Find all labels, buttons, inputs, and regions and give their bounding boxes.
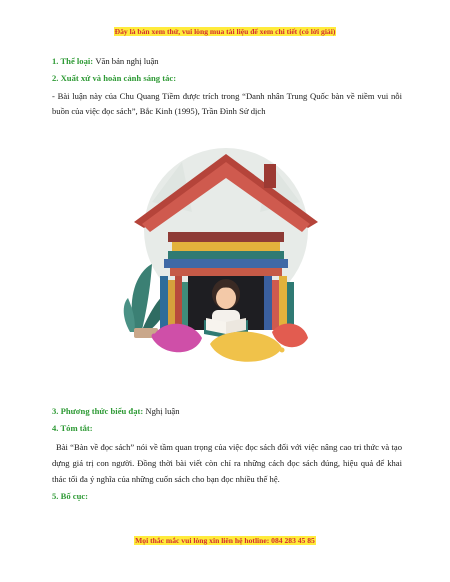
section-genre-value: Văn bản nghị luận (95, 56, 159, 66)
section-origin-text: - Bài luận này của Chu Quang Tiềm được trích trong “Danh nhân Trung Quốc bàn về niềm vui nỗi buồn của việc đọc sách”, Bắc Kinh (1995), Trần Đình Sử dịch (52, 90, 402, 117)
preview-banner (0, 27, 450, 36)
document-body-bottom (52, 404, 402, 504)
section-method-label: 3. Phương thức biểu đạt: (52, 406, 144, 416)
section-structure-heading: 5. Bố cục: (52, 490, 89, 501)
book-house-illustration (122, 142, 328, 378)
section-summary-heading: 4. Tóm tắt: (52, 423, 93, 434)
section-summary-text: Bài “Bàn về đọc sách” nói về tầm quan trọng của việc đọc sách đối với việc nâng cao tri thức và tạo dựng giá trị con người. Đồng thời bài viết còn chỉ ra những cách đọc sách đúng, hiệu quả để khai thác tối đa ý nghĩa của những cuốn sách cho bạn đọc nhiều thế hệ. (52, 441, 402, 484)
hotline-banner (0, 536, 450, 545)
section-method (52, 404, 402, 419)
document-body-top (52, 51, 402, 120)
hotline-banner-text: Mọi thắc mắc vui lòng xin liên hệ hotline: 084 283 45 85 (135, 536, 315, 545)
section-origin-heading: 2. Xuất xứ và hoàn cảnh sáng tác: (52, 73, 177, 84)
preview-banner-text: Đây là bản xem thử, vui lòng mua tài liệu để xem chi tiết (có lời giải) (114, 27, 336, 36)
section-genre-label: 1. Thể loại: (52, 56, 94, 66)
section-method-value: Nghị luận (145, 406, 180, 416)
section-genre (52, 54, 402, 69)
